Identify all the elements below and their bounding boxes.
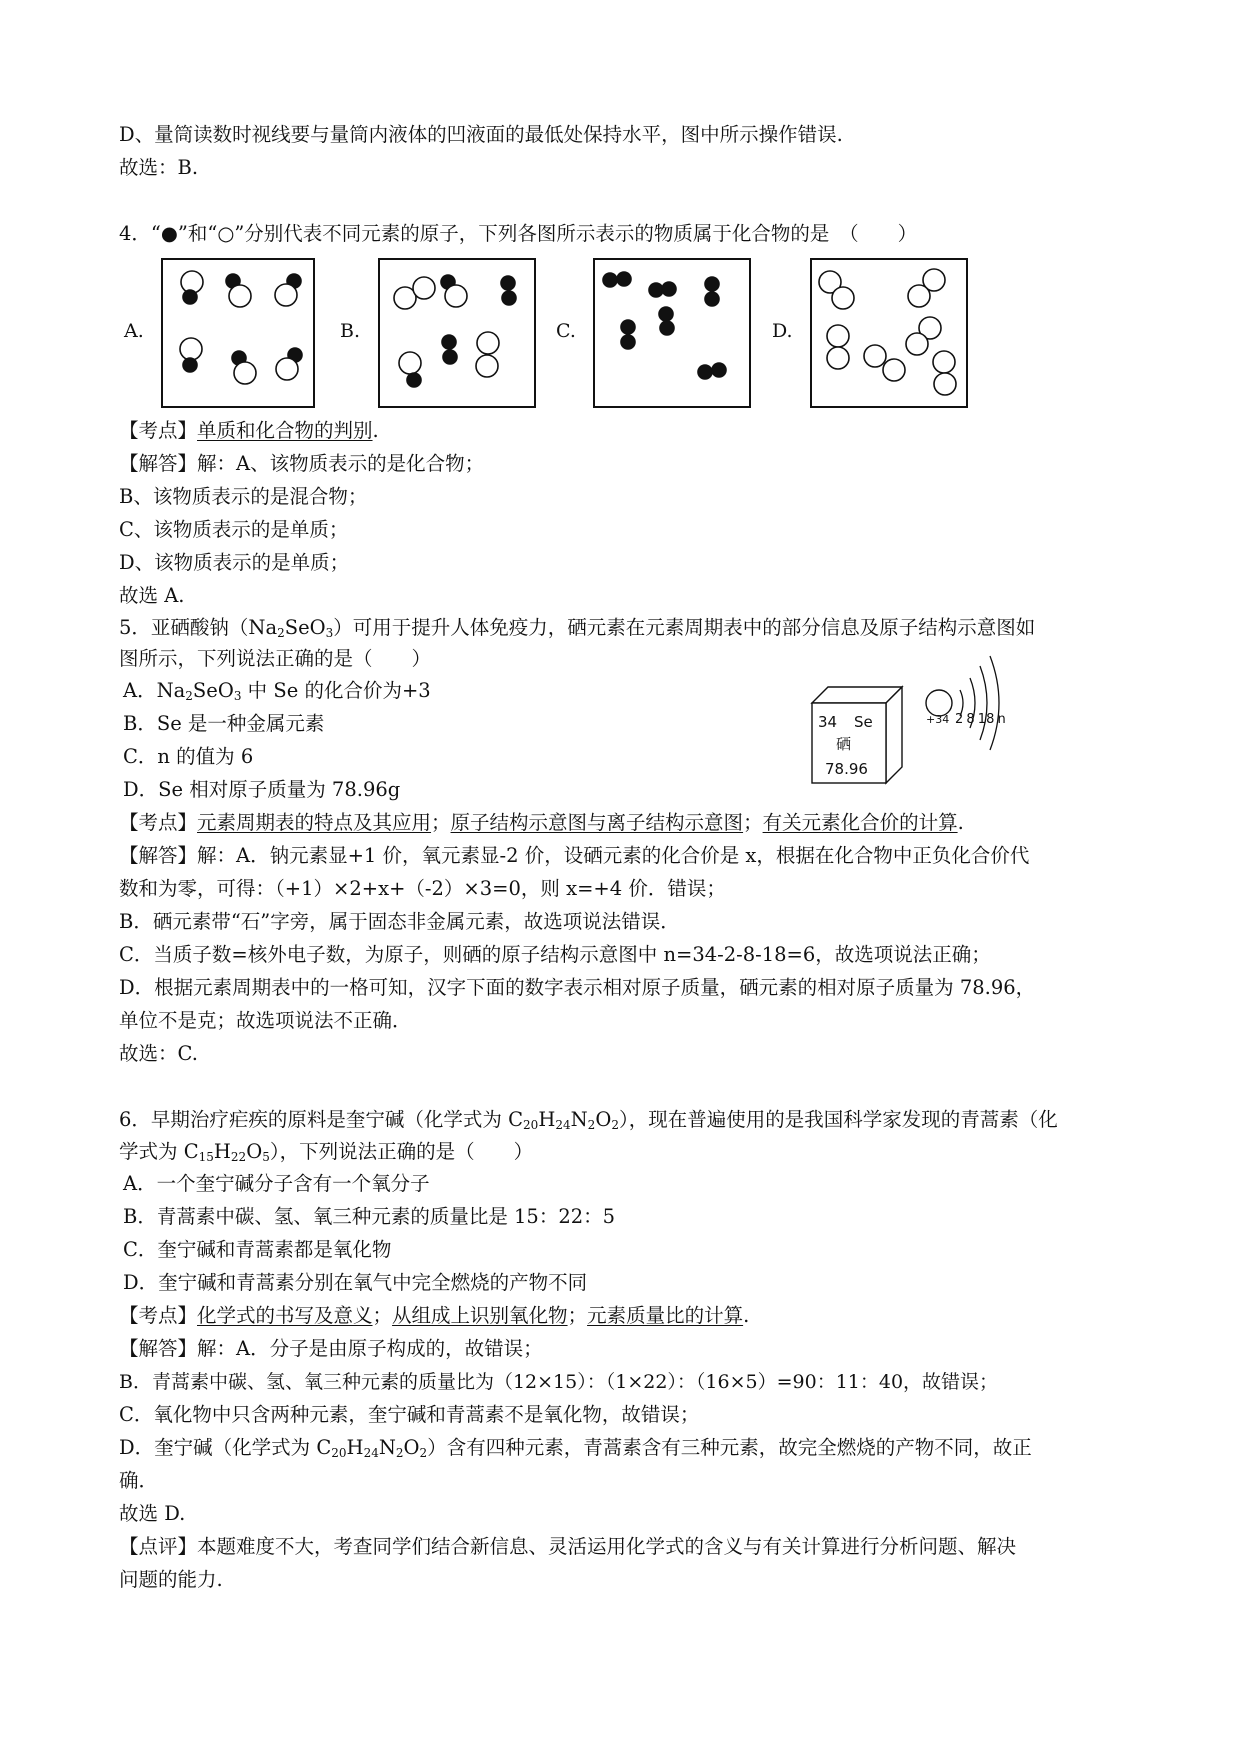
q6-answer: 故选 D.	[119, 1502, 186, 1525]
q6-jieda: 【解答】解：A．分子是由原子构成的，故错误；	[119, 1337, 543, 1360]
kaodian-label: 【考点】	[119, 419, 198, 442]
q6-dianping: 【点评】本题难度不大，考查同学们结合新信息、灵活运用化学式的含义与有关计算进行分析问题、解决	[119, 1535, 1017, 1558]
q4-option-d-label: D.	[772, 320, 793, 342]
q4-option-c-diagram	[593, 258, 751, 408]
q6-stem-line2: 学式为 $C_{15}H_{22}O_5$），下列说法正确的是（ ）	[119, 1140, 534, 1164]
q6-option-d: D．奎宁碱和青蒿素分别在氧气中完全燃烧的产物不同	[123, 1271, 588, 1294]
electron-shells: 2 8 18 n	[955, 712, 1006, 727]
q4-jieda-line: C、该物质表示的是单质；	[119, 518, 349, 541]
topic-link[interactable]: 元素周期表的特点及其应用	[197, 811, 432, 834]
atomic-structure-diagram	[918, 652, 1018, 762]
q6-option-a: A．一个奎宁碱分子含有一个氧分子	[123, 1172, 430, 1195]
q6-option-b: B．青蒿素中碳、氢、氧三种元素的质量比是 15：22：5	[123, 1205, 616, 1228]
q4-option-b-label: B.	[340, 320, 361, 342]
topic-link[interactable]: 元素质量比的计算	[587, 1304, 744, 1327]
q4-option-a-label: A.	[124, 320, 144, 342]
q6-kaodian: 【考点】化学式的书写及意义；从组成上识别氧化物；元素质量比的计算.	[119, 1304, 750, 1327]
q5-jieda-line: D．根据元素周期表中的一格可知，汉字下面的数字表示相对原子质量，硒元素的相对原子质量为 78.96，	[119, 976, 1036, 999]
q5-stem-line2: 图所示，下列说法正确的是（ ）	[119, 647, 432, 670]
q5-option-c: C．n 的值为 6	[123, 745, 254, 768]
element-name: 硒	[836, 735, 852, 753]
q3-answer: 故选：B.	[119, 156, 199, 179]
kaodian-label: 【考点】	[119, 811, 198, 834]
q5-jieda-line: 单位不是克；故选项说法不正确．	[119, 1009, 412, 1032]
q4-jieda-line: D、该物质表示的是单质；	[119, 551, 350, 574]
q3-option-d-explanation: D、量筒读数时视线要与量筒内液体的凹液面的最低处保持水平，图中所示操作错误.	[119, 123, 843, 146]
q4-molecules-c	[595, 260, 749, 406]
q6-jieda-line-d2: 确．	[119, 1469, 159, 1492]
q4-molecules-d	[812, 260, 966, 406]
q4-jieda: 【解答】解：A、该物质表示的是化合物；	[119, 452, 485, 475]
nucleus-charge: +34	[926, 713, 950, 726]
kaodian-label: 【考点】	[119, 1304, 198, 1327]
q4-answer: 故选 A.	[119, 584, 185, 607]
q4-option-a-diagram	[161, 258, 315, 408]
q5-jieda-line: C．当质子数=核外电子数，为原子，则硒的原子结构示意图中 n=34-2-8-18=6，故选项说法正确；	[119, 943, 991, 966]
q4-option-c-label: C.	[556, 320, 576, 342]
q4-option-d-diagram	[810, 258, 968, 408]
q6-dianping-line2: 问题的能力.	[119, 1568, 223, 1591]
q5-jieda: 【解答】解：A．钠元素显+1 价，氧元素显-2 价，设硒元素的化合价是 x，根据在化合物中正负化合价代	[119, 844, 1030, 867]
topic-link[interactable]: 单质和化合物的判别	[197, 419, 373, 442]
q6-option-c: C．奎宁碱和青蒿素都是氧化物	[123, 1238, 392, 1261]
q5-stem-line1: 5．亚硒酸钠$(Na_2SeO_3)$可用于提升人体免疫力，硒元素在元素周期表中的部分信息及原子结构示意图如	[119, 616, 1036, 640]
q6-jieda-line-d: D．奎宁碱（化学式为 $C_{20}H_{24}N_2O_2$）含有四种元素，青蒿素含有三种元素，故完全燃烧的产物不同，故正	[119, 1436, 1032, 1460]
q5-option-b: B．Se 是一种金属元素	[123, 712, 325, 735]
element-number: 34	[818, 713, 838, 731]
element-mass: 78.96	[825, 760, 868, 778]
dianping-label: 【点评】	[119, 1535, 198, 1558]
q6-stem-line1: 6．早期治疗疟疾的原料是奎宁碱（化学式为 $C_{20}H_{24}N_2O_2$），现在普遍使用的是我国科学家发现的青蒿素（化	[119, 1108, 1058, 1132]
q5-jieda-line: B．硒元素带“石”字旁，属于固态非金属元素，故选项说法错误．	[119, 910, 680, 933]
q4-stem: 4．“●”和“○”分别代表不同元素的原子，下列各图所示表示的物质属于化合物的是 （ ）	[119, 222, 918, 245]
q5-jieda-line: 数和为零，可得：（+1）×2+x+（-2）×3=0，则 x=+4 价．错误；	[119, 877, 726, 900]
q4-jieda-line: B、该物质表示的是混合物；	[119, 485, 368, 508]
q5-kaodian: 【考点】元素周期表的特点及其应用；原子结构示意图与离子结构示意图；有关元素化合价的计算.	[119, 811, 964, 834]
topic-link[interactable]: 有关元素化合价的计算	[762, 811, 958, 834]
jieda-label: 【解答】	[119, 452, 198, 475]
element-symbol: Se	[854, 713, 873, 731]
jieda-label: 【解答】	[119, 1337, 198, 1360]
topic-link[interactable]: 从组成上识别氧化物	[392, 1304, 568, 1327]
jieda-label: 【解答】	[119, 844, 198, 867]
q4-molecules-a	[163, 260, 313, 406]
q5-option-d: D．Se 相对原子质量为 78.96g	[123, 778, 401, 801]
q5-answer: 故选：C.	[119, 1042, 198, 1065]
q4-option-b-diagram	[378, 258, 536, 408]
q6-jieda-line-b: B．青蒿素中碳、氢、氧三种元素的质量比为（12×15）：（1×22）：（16×5）=90：11：40，故错误；	[119, 1371, 999, 1393]
q5-option-a: A．$Na_2SeO_3$ 中 Se 的化合价为+3	[123, 679, 431, 703]
topic-link[interactable]: 化学式的书写及意义	[197, 1304, 373, 1327]
topic-link[interactable]: 原子结构示意图与离子结构示意图	[450, 811, 744, 834]
q4-molecules-b	[380, 260, 534, 406]
q4-kaodian: 【考点】单质和化合物的判别.	[119, 419, 379, 442]
q6-jieda-line-c: C．氧化物中只含两种元素，奎宁碱和青蒿素不是氧化物，故错误；	[119, 1403, 700, 1426]
